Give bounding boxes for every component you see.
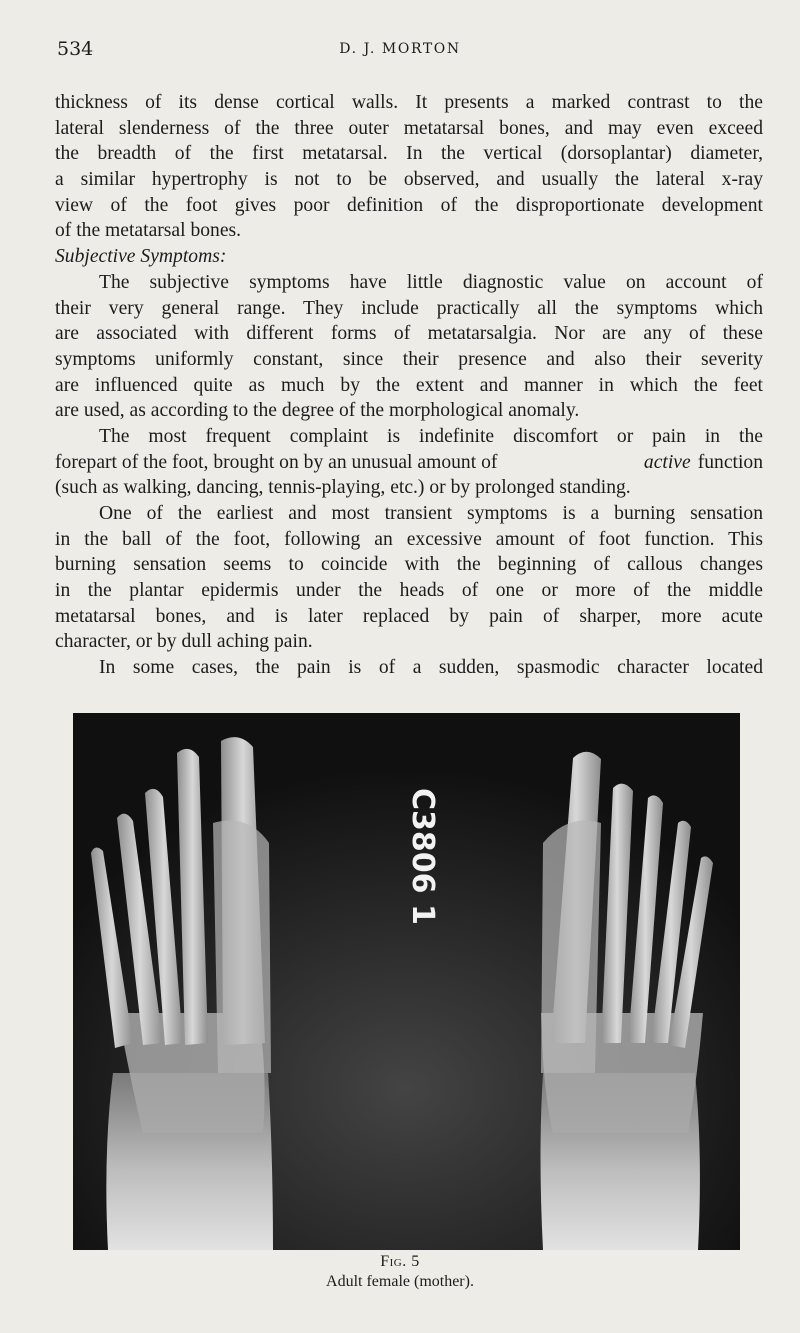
text-line: are influenced quite as much by the extent and manner in which the feet bbox=[55, 374, 763, 396]
section-heading: Subjective Symptoms: bbox=[55, 246, 227, 268]
xray-figure bbox=[73, 713, 740, 1250]
text-line: a similar hypertrophy is not to be observed, and usually the lateral x-ray bbox=[55, 169, 763, 191]
text-line: their very general range. They include practically all the symptoms which bbox=[55, 297, 763, 319]
text-line: burning sensation seems to coincide with the beginning of callous changes bbox=[55, 554, 763, 576]
text-line: are associated with different forms of metatarsalgia. Nor are any of these bbox=[55, 323, 763, 345]
text-line: The subjective symptoms have little diagnostic value on account of bbox=[99, 271, 763, 293]
text-line: in the ball of the foot, following an excessive amount of foot function. This bbox=[55, 528, 763, 550]
figure-caption: Adult female (mother). bbox=[326, 1273, 474, 1290]
text-line: the breadth of the first metatarsal. In the vertical (dorsoplantar) diameter, bbox=[55, 143, 763, 165]
text-line: metatarsal bones, and is later replaced by pain of sharper, more acute bbox=[55, 605, 763, 627]
page-header bbox=[0, 38, 800, 64]
emphasis-fragment: active bbox=[643, 451, 691, 473]
text-line bbox=[55, 450, 763, 476]
body-text bbox=[55, 90, 763, 681]
text-line: One of the earliest and most transient symptoms is a burning sensation bbox=[99, 503, 763, 524]
text-fragment: function bbox=[697, 451, 763, 473]
text-line: in the plantar epidermis under the heads of one or more of the middle bbox=[55, 580, 763, 602]
page-number: 534 bbox=[57, 38, 94, 60]
figure-label: Fig. 5 bbox=[380, 1253, 420, 1270]
running-head: D. J. MORTON bbox=[339, 41, 461, 57]
text-line: view of the foot gives poor definition of the disproportionate development bbox=[55, 194, 763, 216]
plate-number: C3806 1 bbox=[405, 788, 440, 925]
text-line: (such as walking, dancing, tennis-playing, etc.) or by prolonged standing. bbox=[55, 477, 631, 499]
text-line: thickness of its dense cortical walls. It presents a marked contrast to the bbox=[55, 92, 763, 113]
text-line: of the metatarsal bones. bbox=[55, 220, 242, 242]
text-line: lateral slenderness of the three outer metatarsal bones, and may even exceed bbox=[55, 117, 763, 139]
text-line: are used, as according to the degree of the morphological anomaly. bbox=[55, 400, 580, 422]
text-line: symptoms uniformly constant, since their presence and also their severity bbox=[55, 348, 763, 370]
text-line: The most frequent complaint is indefinite discomfort or pain in the bbox=[99, 425, 763, 447]
xray-image bbox=[73, 713, 740, 1250]
text-line: In some cases, the pain is of a sudden, spasmodic character located bbox=[99, 657, 763, 679]
text-fragment: forepart of the foot, brought on by an unusual amount of bbox=[55, 451, 498, 473]
text-line: character, or by dull aching pain. bbox=[55, 631, 313, 653]
